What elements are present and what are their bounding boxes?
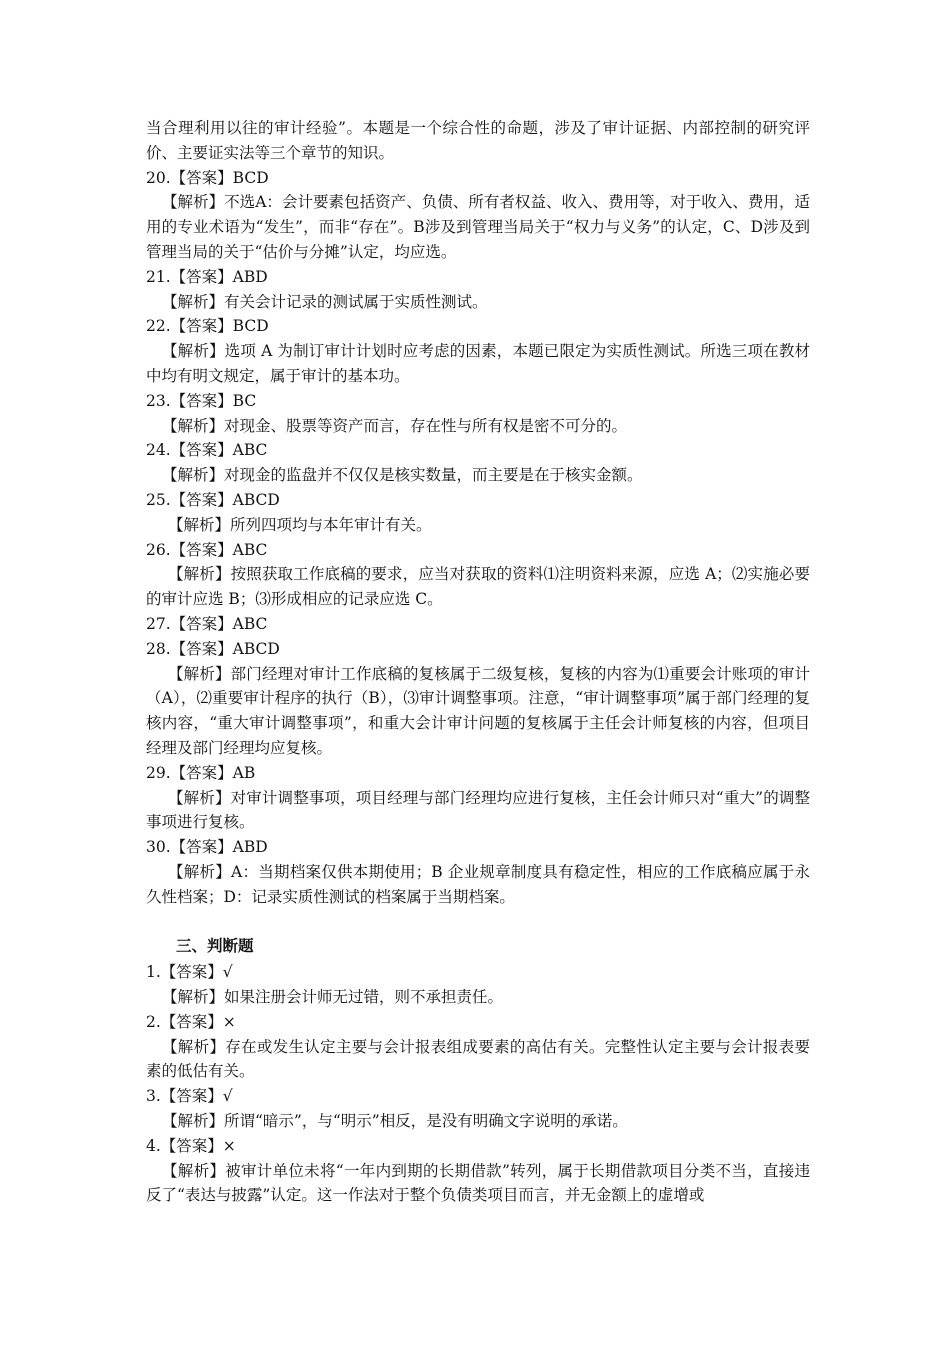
document-body <box>146 116 810 1208</box>
answer-line-22: 22.【答案】BCD <box>146 317 269 336</box>
judgment-explanation-3: 【解析】所谓“暗示”，与“明示”相反，是没有明确文字说明的承诺。 <box>162 1112 628 1131</box>
explanation-20: 【解析】不选A：会计要素包括资产、负债、所有者权益、收入、费用等，对于收入、费用，适用的专业术语为“发生”，而非“存在”。B涉及到管理当局关于“权力与义务”的认定，C、D涉及到管理当局的关于“估价与分摊”认定，均应选。 <box>146 193 810 261</box>
answer-line-26: 26.【答案】ABC <box>146 540 268 559</box>
explanation-29: 【解析】对审计调整事项，项目经理与部门经理均应进行复核，主任会计师只对“重大”的调整事项进行复核。 <box>146 788 810 832</box>
explanation-21: 【解析】有关会计记录的测试属于实质性测试。 <box>162 292 488 311</box>
answer-line-29: 29.【答案】AB <box>146 763 256 782</box>
answer-line-30: 30.【答案】ABD <box>146 838 268 857</box>
answer-line-28: 28.【答案】ABCD <box>146 639 280 658</box>
explanation-23: 【解析】对现金、股票等资产而言，存在性与所有权是密不可分的。 <box>162 416 628 435</box>
answer-line-24: 24.【答案】ABC <box>146 441 268 460</box>
judgment-explanation-4: 【解析】被审计单位未将“一年内到期的长期借款”转列，属于长期借款项目分类不当，直接违反了“表达与披露”认定。这一作法对于整个负债类项目而言，并无金额上的虚增或 <box>146 1161 810 1205</box>
explanation-24: 【解析】对现金的监盘并不仅仅是核实数量，而主要是在于核实金额。 <box>162 466 643 485</box>
explanation-26: 【解析】按照获取工作底稿的要求，应当对获取的资料⑴注明资料来源，应选 A；⑵实施必要的审计应选 B；⑶形成相应的记录应选 C。 <box>146 565 810 609</box>
explanation-25: 【解析】所列四项均与本年审计有关。 <box>168 515 432 534</box>
judgment-answer-1: 1.【答案】√ <box>146 963 233 982</box>
answer-line-23: 23.【答案】BC <box>146 391 257 410</box>
answer-line-20: 20.【答案】BCD <box>146 168 269 187</box>
explanation-28: 【解析】部门经理对审计工作底稿的复核属于二级复核，复核的内容为⑴重要会计账项的审计（A），⑵重要审计程序的执行（B），⑶审计调整事项。注意，“审计调整事项”属于部门经理的复核内容，“重大审计调整事项”，和重大会计审计问题的复核属于主任会计师复核的内容，但项目经理及部门经理均应复核。 <box>146 664 810 757</box>
answer-line-27: 27.【答案】ABC <box>146 614 268 633</box>
answer-line-21: 21.【答案】ABD <box>146 267 268 286</box>
judgment-explanation-2: 【解析】存在或发生认定主要与会计报表组成要素的高估有关。完整性认定主要与会计报表要素的低估有关。 <box>146 1037 810 1081</box>
judgment-answer-2: 2.【答案】× <box>146 1012 236 1031</box>
judgment-explanation-1: 【解析】如果注册会计师无过错，则不承担责任。 <box>162 988 504 1007</box>
judgment-answer-3: 3.【答案】√ <box>146 1087 233 1106</box>
explanation-30: 【解析】A：当期档案仅供本期使用；B 企业规章制度具有稳定性，相应的工作底稿应属于永久性档案；D：记录实质性测试的档案属于当期档案。 <box>146 862 810 906</box>
explanation-22: 【解析】选项 A 为制订审计计划时应考虑的因素，本题已限定为实质性测试。所选三项在教材中均有明文规定，属于审计的基本功。 <box>146 342 810 385</box>
judgment-answer-4: 4.【答案】× <box>146 1136 236 1155</box>
section-heading-judgment: 三、判断题 <box>176 935 254 955</box>
paragraph-continuation: 当合理利用以往的审计经验”。本题是一个综合性的命题，涉及了审计证据、内部控制的研究评价、主要证实法等三个章节的知识。 <box>146 119 810 162</box>
answer-line-25: 25.【答案】ABCD <box>146 490 280 509</box>
